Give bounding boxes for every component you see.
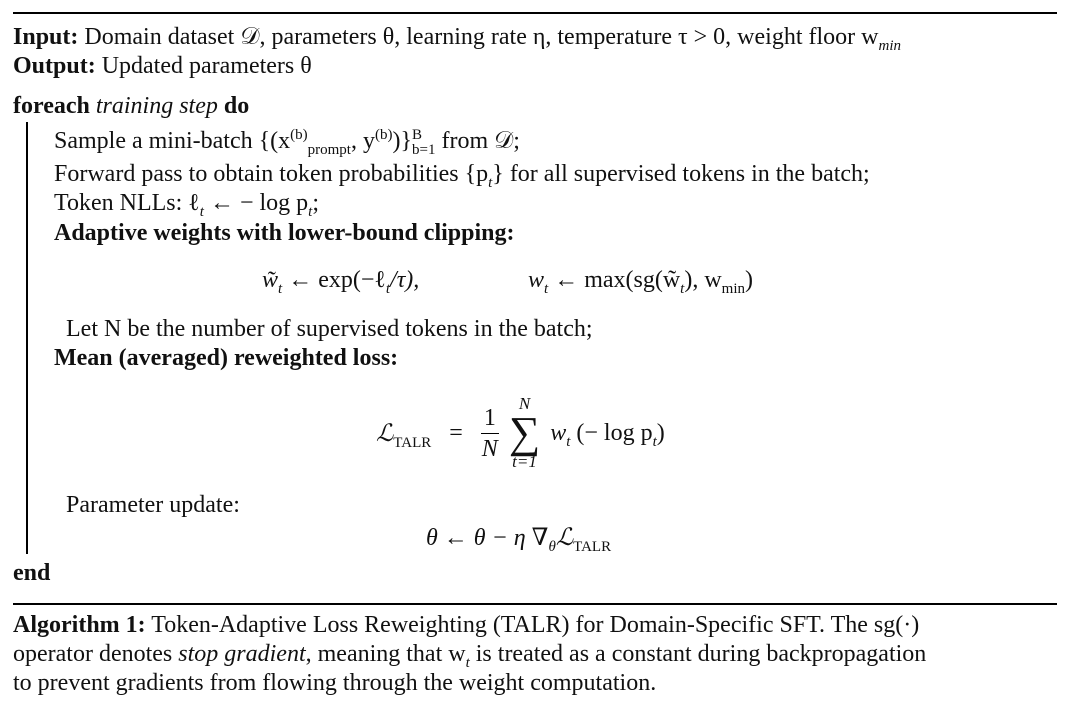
step-sample-close: )}	[392, 128, 412, 154]
step-sample-sup-b2: (b)	[374, 127, 393, 143]
end-keyword: end	[13, 560, 51, 586]
eq-loss-lhs-sub: TALR	[393, 434, 432, 451]
let-n-line: Let N be the number of supervised tokens in the batch;	[66, 316, 593, 342]
eq-loss-end: )	[656, 420, 665, 446]
foreach-keyword: foreach	[13, 93, 90, 119]
eq-loss-num: 1	[481, 403, 499, 434]
eq-loss-log: (− log p	[570, 420, 653, 446]
step-forward-text: Forward pass to obtain token probabilities {p	[54, 161, 489, 187]
caption-stop-gradient: stop gradient	[178, 641, 306, 667]
step-nll-text: Token NLLs: ℓ	[54, 190, 200, 216]
step-forward-sub: t	[488, 174, 493, 191]
eq-loss-w: w	[550, 420, 567, 446]
eq-loss-equals: =	[449, 420, 463, 446]
eq-loss-den: N	[481, 435, 498, 462]
caption-line-2	[13, 639, 926, 669]
step-nll-end: ;	[312, 190, 320, 216]
step-sample-prefix: Sample a mini-batch {(x	[54, 128, 291, 154]
step-forward-suffix: } for all supervised tokens in the batch;	[492, 161, 870, 187]
bottom-rule	[13, 603, 1057, 605]
step-nll-sub: t	[199, 203, 204, 220]
step-sample-mid: , y	[350, 128, 375, 154]
step-sample-sup-b: (b)	[290, 127, 308, 143]
eq-w: w	[528, 267, 545, 293]
eq-w-tilde-sub: t	[278, 280, 283, 297]
eq-loss-sum	[509, 395, 540, 471]
eq-loss-sum-bottom: t=1	[512, 452, 537, 471]
loop-body-bar	[26, 122, 28, 554]
eq-loss-sum-top: N	[518, 394, 531, 413]
input-label: Input:	[13, 24, 79, 50]
eq-update-text: θ ← θ − η ∇	[426, 525, 549, 551]
step-sample-sub-prompt: prompt	[307, 141, 351, 158]
caption-line2-sub: t	[465, 654, 470, 671]
step-sample-suffix: from 𝒟;	[435, 128, 520, 154]
step-forward	[54, 159, 870, 189]
eq-max-mid: ), w	[684, 267, 722, 293]
eq-update-loss-sub: TALR	[573, 538, 612, 555]
step-sample	[54, 126, 520, 156]
eq-max-sub2: min	[721, 280, 746, 297]
step-sample-sub-b1: b=1	[412, 141, 436, 158]
eq-w-sub: t	[544, 280, 549, 297]
caption-line2-b: , meaning that w	[305, 641, 466, 667]
heading-mean-loss: Mean (averaged) reweighted loss:	[54, 345, 399, 371]
step-nll-sub-p: t	[308, 203, 313, 220]
eq-max-end: )	[745, 267, 754, 293]
eq-loss-fraction	[481, 403, 499, 464]
do-keyword: do	[223, 93, 250, 119]
equation-weights-right	[528, 265, 753, 295]
eq-max: ← max(sg(w̃	[548, 267, 681, 293]
eq-exp: ← exp(−ℓ	[282, 267, 386, 293]
caption-line1-text: Token-Adaptive Loss Reweighting (TALR) for Domain-Specific SFT. The sg(·)	[145, 612, 920, 638]
caption-line2-c: is treated as a constant during backpropagation	[469, 641, 927, 667]
eq-loss-w-sub: t	[566, 433, 571, 450]
foreach-condition: training step	[95, 93, 218, 119]
step-sample-sup-B: B	[411, 127, 422, 143]
step-nll-suffix: ← − log p	[203, 190, 309, 216]
eq-loss-lhs: ℒ	[376, 418, 394, 447]
input-sub: min	[878, 37, 901, 54]
caption-label: Algorithm 1:	[13, 612, 146, 638]
caption-line-3: to prevent gradients from flowing through the weight computation.	[13, 670, 657, 696]
eq-exp-end: /τ),	[390, 267, 420, 293]
eq-max-sub: t	[680, 280, 685, 297]
caption-line2-a: operator denotes	[13, 641, 179, 667]
equation-loss	[376, 388, 665, 478]
input-text: Domain dataset 𝒟, parameters θ, learning rate η, temperature τ > 0, weight floor w	[84, 24, 879, 50]
step-nll	[54, 188, 319, 218]
eq-loss-log-sub: t	[652, 433, 657, 450]
input-line	[13, 22, 901, 52]
caption-line-1	[13, 610, 919, 640]
parameter-update-label: Parameter update:	[66, 492, 240, 518]
eq-w-tilde: w̃	[262, 267, 279, 293]
eq-update-loss: ℒ	[555, 523, 574, 551]
heading-adaptive-weights: Adaptive weights with lower-bound clipping:	[54, 220, 515, 246]
eq-update-sub-theta: θ	[548, 538, 556, 555]
eq-exp-sub: t	[385, 280, 391, 297]
equation-weights-left	[262, 265, 419, 295]
output-text: Updated parameters θ	[101, 53, 312, 79]
eq-loss-sigma: ∑	[508, 408, 541, 457]
output-line	[13, 51, 312, 81]
output-label: Output:	[13, 53, 96, 79]
equation-update	[426, 522, 611, 553]
top-rule	[13, 12, 1057, 14]
foreach-line	[13, 91, 249, 121]
